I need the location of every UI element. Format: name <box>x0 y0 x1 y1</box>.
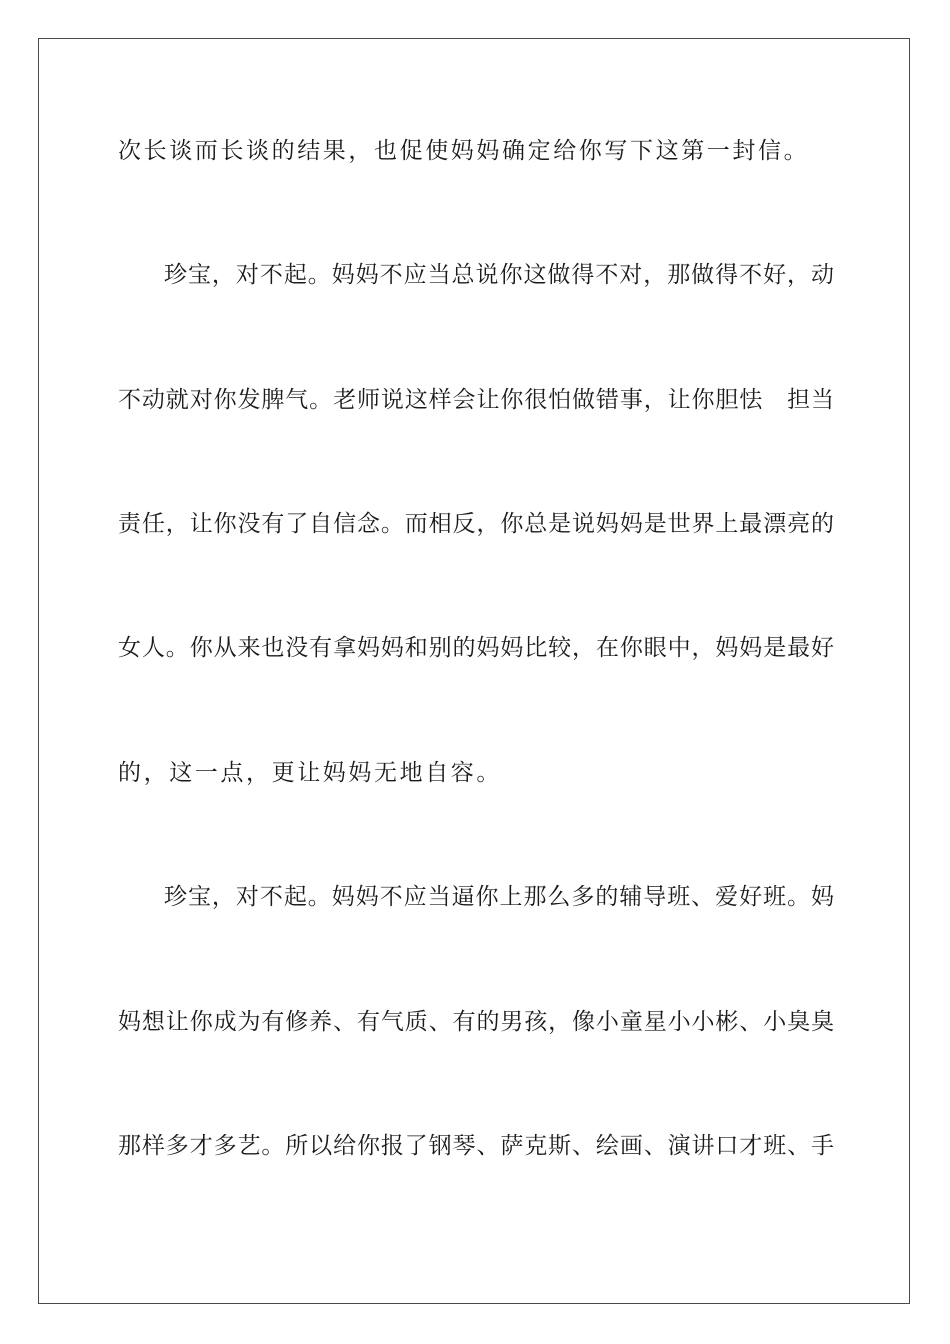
page-border <box>38 38 910 1304</box>
text-line: 责任，让你没有了自信念。而相反，你总是说妈妈是世界上最漂亮的 <box>118 511 834 537</box>
paragraph-start-line: 珍宝，对不起。妈妈不应当逼你上那么多的辅导班、爱好班。妈 <box>164 884 834 910</box>
text-line: 的，这一点，更让妈妈无地自容。 <box>118 760 502 786</box>
text-line: 不动就对你发脾气。老师说这样会让你很怕做错事，让你胆怯 担当 <box>118 387 834 413</box>
paragraph-start-line: 珍宝，对不起。妈妈不应当总说你这做得不对，那做得不好，动 <box>164 262 834 288</box>
text-line: 次长谈而长谈的结果，也促使妈妈确定给你写下这第一封信。 <box>118 138 810 164</box>
text-line: 那样多才多艺。所以给你报了钢琴、萨克斯、绘画、演讲口才班、手 <box>118 1133 834 1159</box>
text-line: 女人。你从来也没有拿妈妈和别的妈妈比较，在你眼中，妈妈是最好 <box>118 635 834 661</box>
text-line: 妈想让你成为有修养、有气质、有的男孩，像小童星小小彬、小臭臭 <box>118 1009 834 1035</box>
